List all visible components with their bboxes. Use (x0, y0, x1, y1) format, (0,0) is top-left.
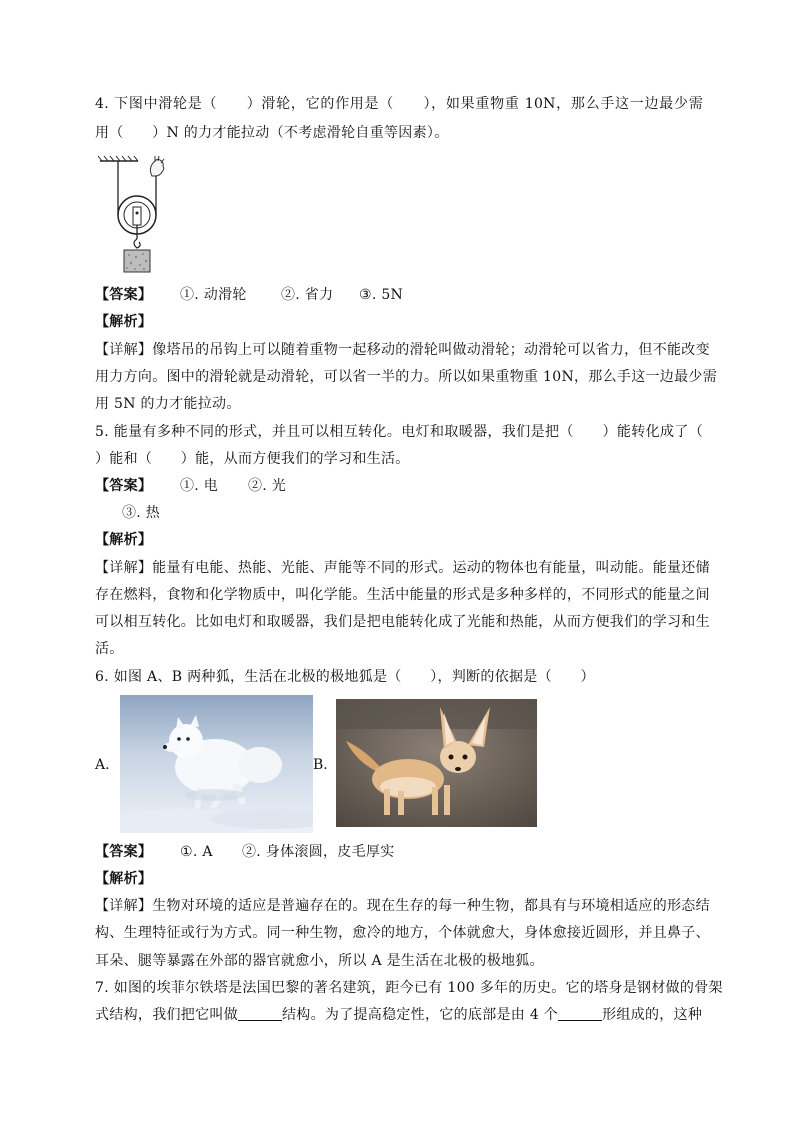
q7-stem-part-b: 结构。为了提高稳定性，它的底部是由 4 个 (282, 1007, 559, 1023)
answer-tag: 【答案】 (95, 478, 153, 494)
q5-detail-line-4: 活。 (95, 641, 124, 657)
q4-detail-line-2: 用力方向。图中的滑轮就是动滑轮，可以省一半的力。所以如果重物重 10N，那么手这一边最少需 (95, 369, 718, 385)
q4-answer-row (95, 285, 703, 305)
q4-stem-line-2: 用（ ）N 的力才能拉动（不考虑滑轮自重等因素）。 (95, 125, 449, 141)
q6-answer-2: ②. 身体滚圆，皮毛厚实 (242, 844, 395, 860)
q7-blank-2[interactable] (558, 1006, 602, 1021)
q6-answer-1: ①. A (180, 844, 213, 860)
q4-answer-2: ②. 省力 (281, 287, 334, 303)
arctic-fox-photo (120, 695, 313, 833)
q6-stem-line-1: 6. 如图 A、B 两种狐，生活在北极的极地狐是（ ），判断的依据是（ ） (95, 669, 595, 685)
q4-analysis-tag: 【解析】 (95, 314, 153, 330)
q5-answer-row-2 (95, 503, 703, 523)
q5-stem-line-2: ）能和（ ）能，从而方便我们的学习和生活。 (95, 451, 410, 467)
q7-stem-part-a: 式结构，我们把它叫做 (95, 1007, 238, 1023)
q5-answer-row (95, 476, 703, 496)
q5-stem-line-1: 5. 能量有多种不同的形式，并且可以相互转化。电灯和取暖器，我们是把（ ）能转化成了（ (95, 424, 703, 440)
q6-detail-line-3: 耳朵、腿等暴露在外部的器官就愈小，所以 A 是生活在北极的极地狐。 (95, 953, 544, 969)
q5-detail-line-1: 【详解】能量有电能、热能、光能、声能等不同的形式。运动的物体也有能量，叫动能。能量还储 (95, 560, 710, 576)
q6-detail-line-2: 构、生理特征或行为方式。同一种生物，愈冷的地方，个体就愈大，身体愈接近圆形，并且鼻子、 (95, 925, 710, 941)
q7-stem-line-1: 7. 如图的埃菲尔铁塔是法国巴黎的著名建筑，距今已有 100 多年的历史。它的塔身是钢材做的骨架 (95, 980, 723, 996)
q7-stem-part-c: 形组成的，这种 (602, 1007, 703, 1023)
q4-detail-line-1: 【详解】像塔吊的吊钩上可以随着重物一起移动的滑轮叫做动滑轮；动滑轮可以省力，但不能改变 (95, 342, 710, 358)
q4-answer-3: ③. 5N (359, 287, 404, 303)
fennec-fox-photo (336, 699, 537, 827)
q4-detail-line-3: 用 5N 的力才能拉动。 (95, 396, 241, 412)
photo-b-label: B. (313, 757, 328, 773)
q5-analysis-tag: 【解析】 (95, 532, 153, 548)
answer-tag: 【答案】 (95, 844, 153, 860)
q6-answer-row (95, 842, 703, 862)
q4-answer-1: ①. 动滑轮 (180, 287, 247, 303)
q5-detail-line-3: 可以相互转化。比如电灯和取暖器，我们是把电能转化成了光能和热能，从而方便我们的学习和生 (95, 614, 710, 630)
answer-tag: 【答案】 (95, 287, 153, 303)
photo-a-label: A. (95, 757, 110, 773)
q6-analysis-tag: 【解析】 (95, 871, 153, 887)
q5-answer-2: ②. 光 (248, 478, 287, 494)
q7-stem-line-2 (95, 1005, 703, 1025)
hand-icon (146, 154, 168, 180)
q5-answer-1: ①. 电 (180, 478, 219, 494)
q6-detail-line-1: 【详解】生物对环境的适应是普遍存在的。现在生存的每一种生物，都具有与环境相适应的形态结 (95, 898, 710, 914)
q7-blank-1[interactable] (238, 1006, 282, 1021)
q4-stem-line-1: 4. 下图中滑轮是（ ）滑轮，它的作用是（ ），如果重物重 10N，那么手这一边最少需 (95, 96, 703, 112)
q5-detail-line-2: 存在燃料，食物和化学物质中，叫化学能。生活中能量的形式是多种多样的，不同形式的能量之间 (95, 587, 710, 603)
q5-answer-3: ③. 热 (122, 505, 161, 521)
